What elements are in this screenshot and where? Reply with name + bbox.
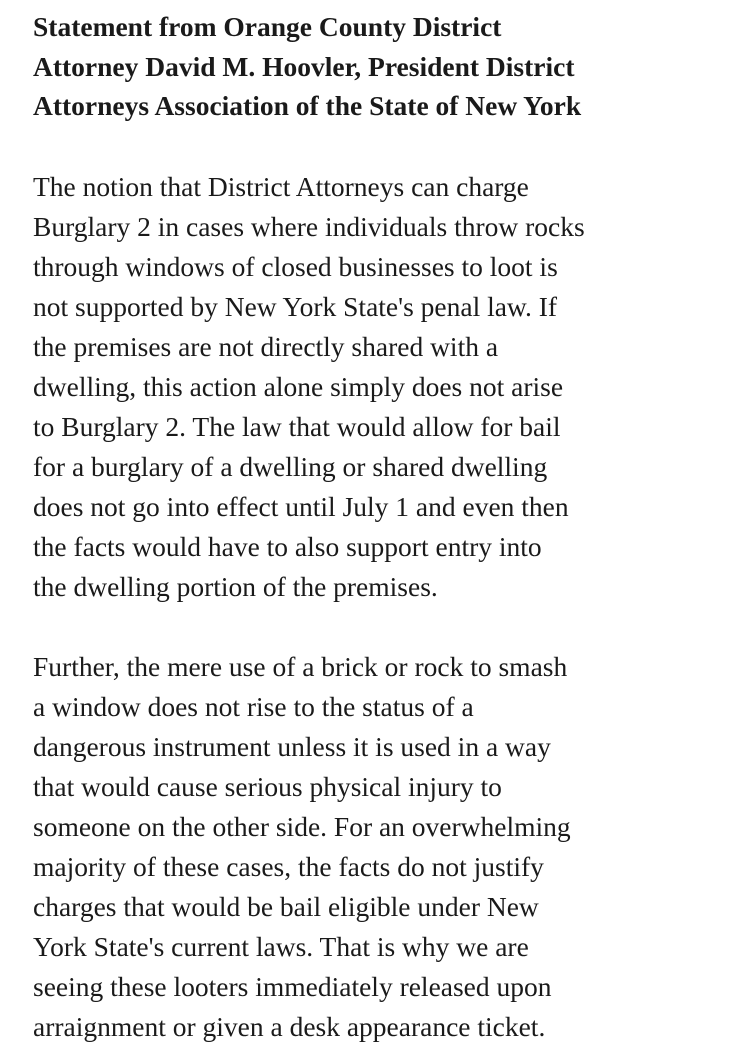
statement-document xyxy=(33,7,733,1047)
paragraph-dangerous-instrument xyxy=(33,647,733,1047)
paragraph-line: does not go into effect until July 1 and even then xyxy=(33,490,569,522)
paragraph-line: the dwelling portion of the premises. xyxy=(33,570,438,602)
title-line: Attorney David M. Hoovler, President District xyxy=(33,50,575,82)
paragraph-line: someone on the other side. For an overwhelming xyxy=(33,810,571,842)
paragraph-line: dangerous instrument unless it is used in a way xyxy=(33,730,551,762)
title-line: Attorneys Association of the State of New York xyxy=(33,90,582,121)
paragraph-line: a window does not rise to the status of a xyxy=(33,690,474,722)
statement-title xyxy=(33,7,733,126)
paragraph-line: to Burglary 2. The law that would allow for bail xyxy=(33,410,561,442)
paragraph-line: dwelling, this action alone simply does not arise xyxy=(33,370,564,402)
paragraph-burglary xyxy=(33,167,733,607)
paragraph-line: arraignment or given a desk appearance ticket. xyxy=(33,1010,546,1042)
paragraph-line: majority of these cases, the facts do not justify xyxy=(33,850,544,882)
paragraph-line: York State's current laws. That is why we are xyxy=(33,930,529,962)
paragraph-line: for a burglary of a dwelling or shared dwelling xyxy=(33,450,548,482)
paragraph-line: through windows of closed businesses to loot is xyxy=(33,250,558,282)
paragraph-line: Burglary 2 in cases where individuals throw rocks xyxy=(33,210,585,242)
paragraph-line: not supported by New York State's penal law. If xyxy=(33,290,558,322)
paragraph-line: charges that would be bail eligible under New xyxy=(33,890,539,922)
paragraph-line: the facts would have to also support entry into xyxy=(33,530,542,562)
title-line: Statement from Orange County District xyxy=(33,11,502,42)
paragraph-line: that would cause serious physical injury to xyxy=(33,770,502,802)
paragraph-line: the premises are not directly shared with a xyxy=(33,330,499,362)
paragraph-line: seeing these looters immediately released upon xyxy=(33,970,552,1002)
paragraph-line: The notion that District Attorneys can charge xyxy=(33,170,529,202)
paragraph-line: Further, the mere use of a brick or rock to smash xyxy=(33,650,568,682)
